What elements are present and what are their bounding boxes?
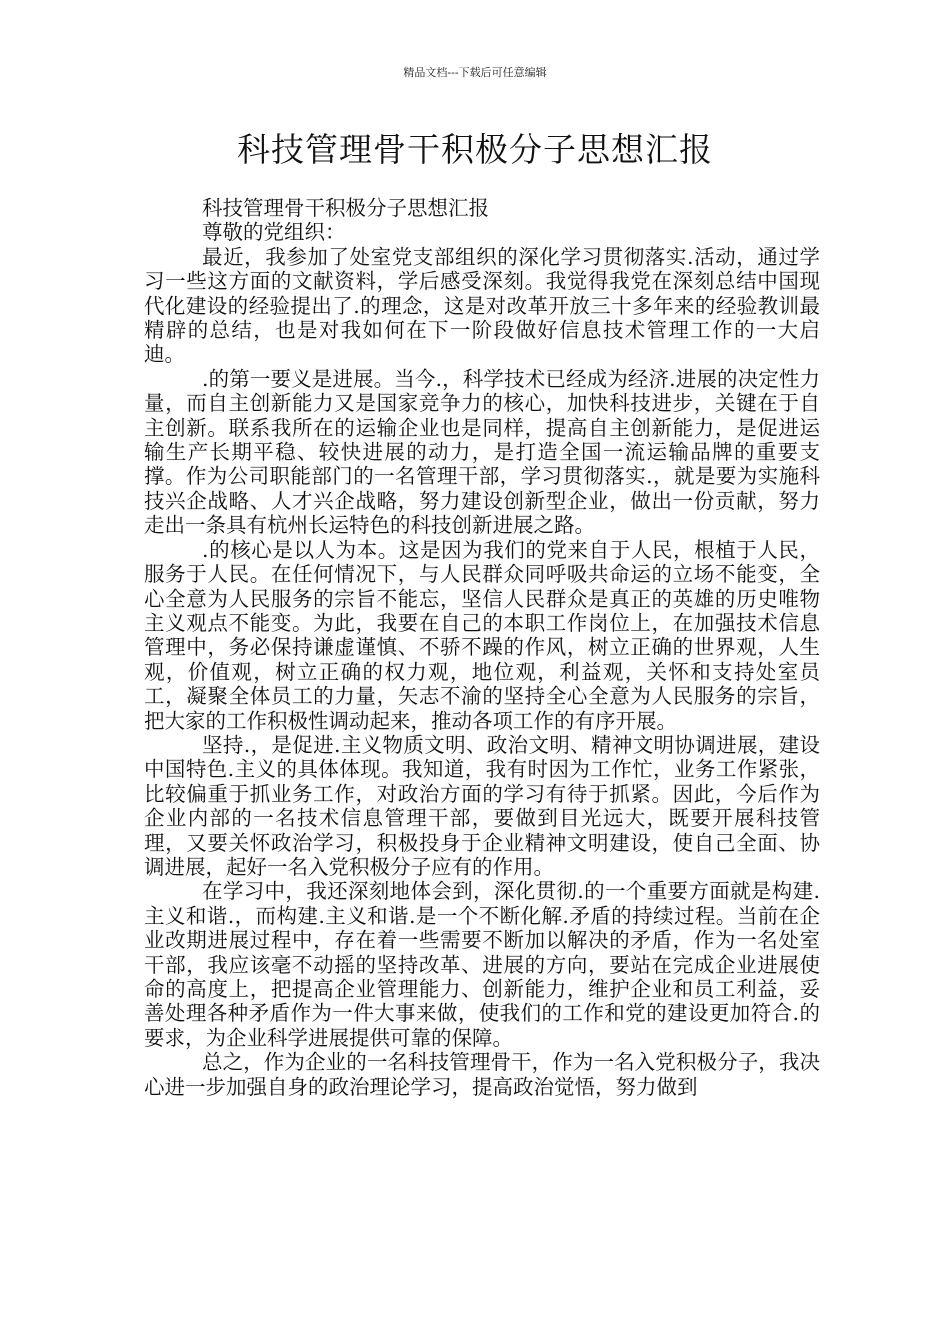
- paragraph: 在学习中，我还深刻地体会到，深化贯彻.的一个重要方面就是构建.主义和谐.，而构建.主义和谐.是一个不断化解.矛盾的持续过程。当前在企业改期进展过程中，存在着一些需要不断加以解决的矛盾，作为一名处室干部，我应该毫不动摇的坚持改革、进展的方向，要站在完成企业进展使命的高度上，把提高企业管理能力、创新能力，维护企业和员工利益，妥善处理各种矛盾作为一件大事来做，使我们的工作和党的建设更加符合.的要求，为企业科学进展提供可靠的保障。: [144, 879, 820, 1050]
- paragraph: 坚持.，是促进.主义物质文明、政治文明、精神文明协调进展，建设中国特色.主义的具体体现。我知道，我有时因为工作忙，业务工作紧张，比较偏重于抓业务工作，对政治方面的学习有待于抓紧。因此，今后作为企业内部的一名技术信息管理干部，要做到目光远大，既要开展科技管理，又要关怀政治学习，积极投身于企业精神文明建设，使自己全面、协调进展，起好一名入党积极分子应有的作用。: [144, 732, 820, 879]
- paragraph-subtitle: 科技管理骨干积极分子思想汇报: [202, 196, 489, 220]
- paragraph: .的核心是以人为本。这是因为我们的党来自于人民，根植于人民，服务于人民。在任何情况下，与人民群众同呼吸共命运的立场不能变，全心全意为人民服务的宗旨不能忘，坚信人民群众是真正的英雄的历史唯物主义观点不能变。为此，我要在自己的本职工作岗位上，在加强技术信息管理中，务必保持谦虚谨慎、不骄不躁的作风，树立正确的世界观，人生观，价值观，树立正确的权力观，地位观，利益观，关怀和支持处室员工，凝聚全体员工的力量，矢志不渝的坚持全心全意为人民服务的宗旨，把大家的工作积极性调动起来，推动各项工作的有序开展。: [144, 537, 820, 733]
- paragraph-salutation: 尊敬的党组织：: [202, 220, 346, 245]
- document-body: [144, 196, 820, 1099]
- paragraph: .的第一要义是进展。当今.，科学技术已经成为经济.进展的决定性力量，而自主创新能力又是国家竞争力的核心，加快科技进步，关键在于自主创新。联系我所在的运输企业也是同样，提高自主创新能力，是促进运输生产长期平稳、较快进展的动力，是打造全国一流运输品牌的重要支撑。作为公司职能部门的一名管理干部，学习贯彻落实.，就是要为实施科技兴企战略、人才兴企战略，努力建设创新型企业，做出一份贡献，努力走出一条具有杭州长运特色的科技创新进展之路。: [144, 366, 820, 538]
- paragraph: 最近，我参加了处室党支部组织的深化学习贯彻落实.活动，通过学习一些这方面的文献资料，学后感受深刻。我觉得我党在深刻总结中国现代化建设的经验提出了.的理念，这是对改革开放三十多年来的经验教训最精辟的总结，也是对我如何在下一阶段做好信息技术管理工作的一大启迪。: [144, 244, 820, 367]
- paragraph: 总之，作为企业的一名科技管理骨干，作为一名入党积极分子，我决心进一步加强自身的政治理论学习，提高政治觉悟，努力做到: [144, 1050, 820, 1099]
- document-title: 科技管理骨干积极分子思想汇报: [237, 130, 713, 169]
- header-note: 精品文档---下载后可任意编辑: [403, 66, 547, 79]
